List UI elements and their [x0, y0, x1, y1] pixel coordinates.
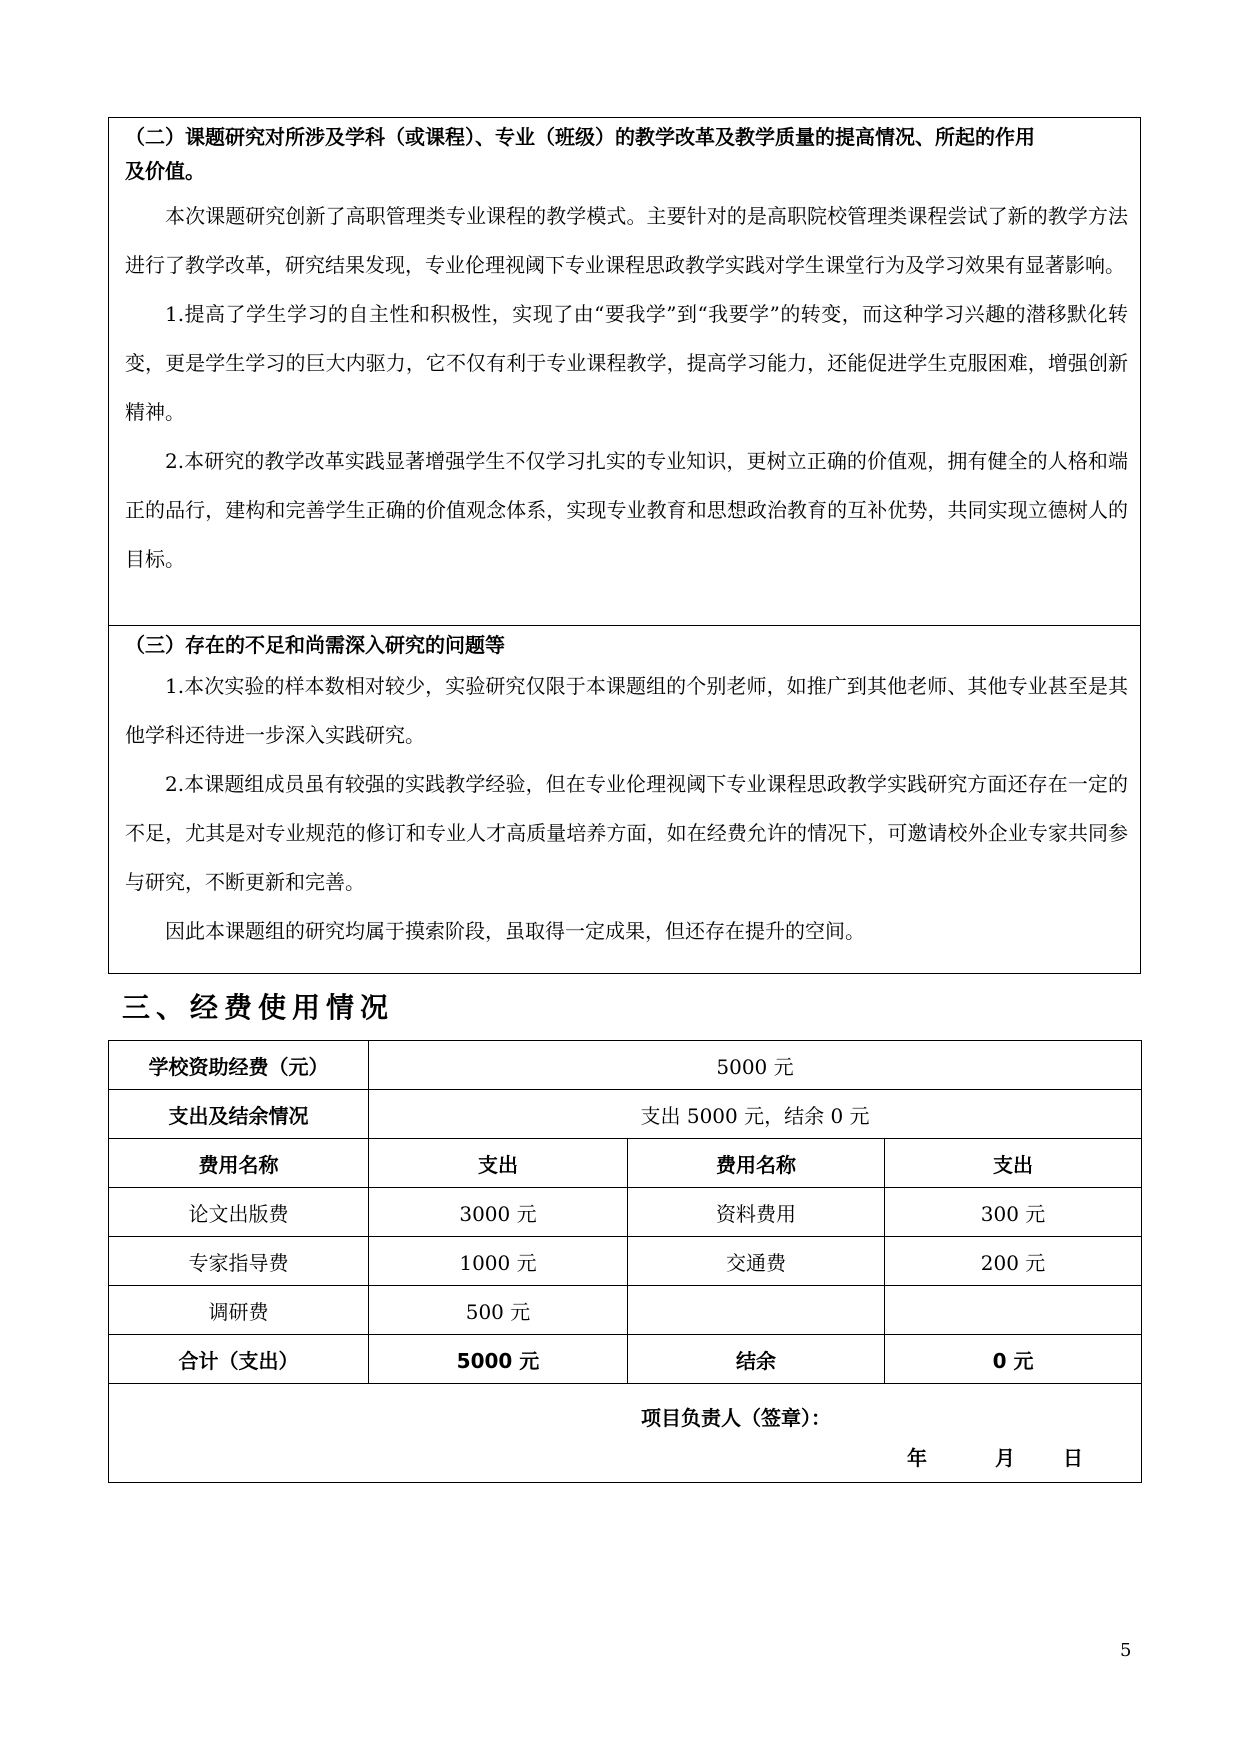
section-2-paragraph: 2.本研究的教学改革实践显著增强学生不仅学习扎实的专业知识，更树立正确的价值观，拥有健全的人格和端正的品行，建构和完善学生正确的价值观念体系，实现专业教育和思想政治教育的互补优势，共同实现立德树人的目标。 — [125, 449, 1128, 571]
balance-label: 支出及结余情况 — [109, 1090, 369, 1139]
section-2-paragraph: 1.提高了学生学习的自主性和积极性，实现了由“要我学”到“我要学”的转变，而这种学习兴趣的潜移默化转变，更是学生学习的巨大内驱力，它不仅有利于专业课程教学，提高学习能力，还能促进学生克服困难，增强创新精神。 — [125, 302, 1128, 424]
total-value: 5000 元 — [369, 1335, 628, 1384]
section-3-paragraph: 1.本次实验的样本数相对较少，实验研究仅限于本课题组的个别老师，如推广到其他老师、其他专业甚至是其他学科还待进一步深入实践研究。 — [125, 674, 1128, 747]
total-label: 合计（支出） — [109, 1335, 369, 1384]
total-row — [109, 1335, 1142, 1384]
balance-value: 支出 5000 元，结余 0 元 — [369, 1090, 1142, 1139]
section-2-paragraph: 本次课题研究创新了高职管理类专业课程的教学模式。主要针对的是高职院校管理类课程尝试了新的教学方法进行了教学改革，研究结果发现，专业伦理视阈下专业课程思政教学实践对学生课堂行为及学习效果有显著影响。 — [125, 204, 1128, 277]
section-3-paragraph: 2.本课题组成员虽有较强的实践教学经验，但在专业伦理视阈下专业课程思政教学实践研究方面还存在一定的不足，尤其是对专业规范的修订和专业人才高质量培养方面，如在经费允许的情况下，可邀请校外企业专家共同参与研究，不断更新和完善。 — [125, 772, 1128, 894]
date-month: 月 — [995, 1446, 1015, 1470]
table-cell: 论文出版费 — [109, 1188, 369, 1237]
table-cell: 专家指导费 — [109, 1237, 369, 1286]
school-fund-value: 5000 元 — [369, 1041, 1142, 1090]
signature-label: 项目负责人（签章）： — [641, 1406, 831, 1430]
funding-table — [108, 1040, 1142, 1483]
table-cell — [628, 1286, 885, 1335]
section-2-box — [108, 117, 1141, 626]
table-header-row — [109, 1139, 1142, 1188]
table-row — [109, 1237, 1142, 1286]
signature-row — [109, 1384, 1142, 1483]
column-header: 支出 — [369, 1139, 628, 1188]
column-header: 费用名称 — [628, 1139, 885, 1188]
table-cell: 调研费 — [109, 1286, 369, 1335]
table-cell: 1000 元 — [369, 1237, 628, 1286]
signature-cell — [109, 1384, 1142, 1483]
remain-value: 0 元 — [885, 1335, 1142, 1384]
table-row — [109, 1090, 1142, 1139]
table-row — [109, 1286, 1142, 1335]
section-3-box — [108, 626, 1141, 974]
table-row — [109, 1188, 1142, 1237]
section-3-paragraph: 因此本课题组的研究均属于摸索阶段，虽取得一定成果，但还存在提升的空间。 — [165, 919, 865, 943]
funding-heading: 三、经费使用情况 — [122, 991, 395, 1024]
table-cell: 200 元 — [885, 1237, 1142, 1286]
table-cell — [885, 1286, 1142, 1335]
table-cell: 300 元 — [885, 1188, 1142, 1237]
date-day: 日 — [1063, 1446, 1083, 1470]
column-header: 支出 — [885, 1139, 1142, 1188]
section-3-title: （三）存在的不足和尚需深入研究的问题等 — [125, 633, 505, 657]
column-header: 费用名称 — [109, 1139, 369, 1188]
section-2-title — [109, 120, 1140, 188]
section-2-title-line-1: （二）课题研究对所涉及学科（或课程）、专业（班级）的教学改革及教学质量的提高情况、所起的作用 — [125, 125, 1035, 149]
date-year: 年 — [907, 1446, 927, 1470]
page-number: 5 — [1120, 1640, 1132, 1661]
table-cell: 3000 元 — [369, 1188, 628, 1237]
table-cell: 交通费 — [628, 1237, 885, 1286]
table-cell: 500 元 — [369, 1286, 628, 1335]
table-cell: 资料费用 — [628, 1188, 885, 1237]
section-2-title-line-2: 及价值。 — [125, 159, 205, 183]
table-row — [109, 1041, 1142, 1090]
school-fund-label: 学校资助经费（元） — [109, 1041, 369, 1090]
remain-label: 结余 — [628, 1335, 885, 1384]
